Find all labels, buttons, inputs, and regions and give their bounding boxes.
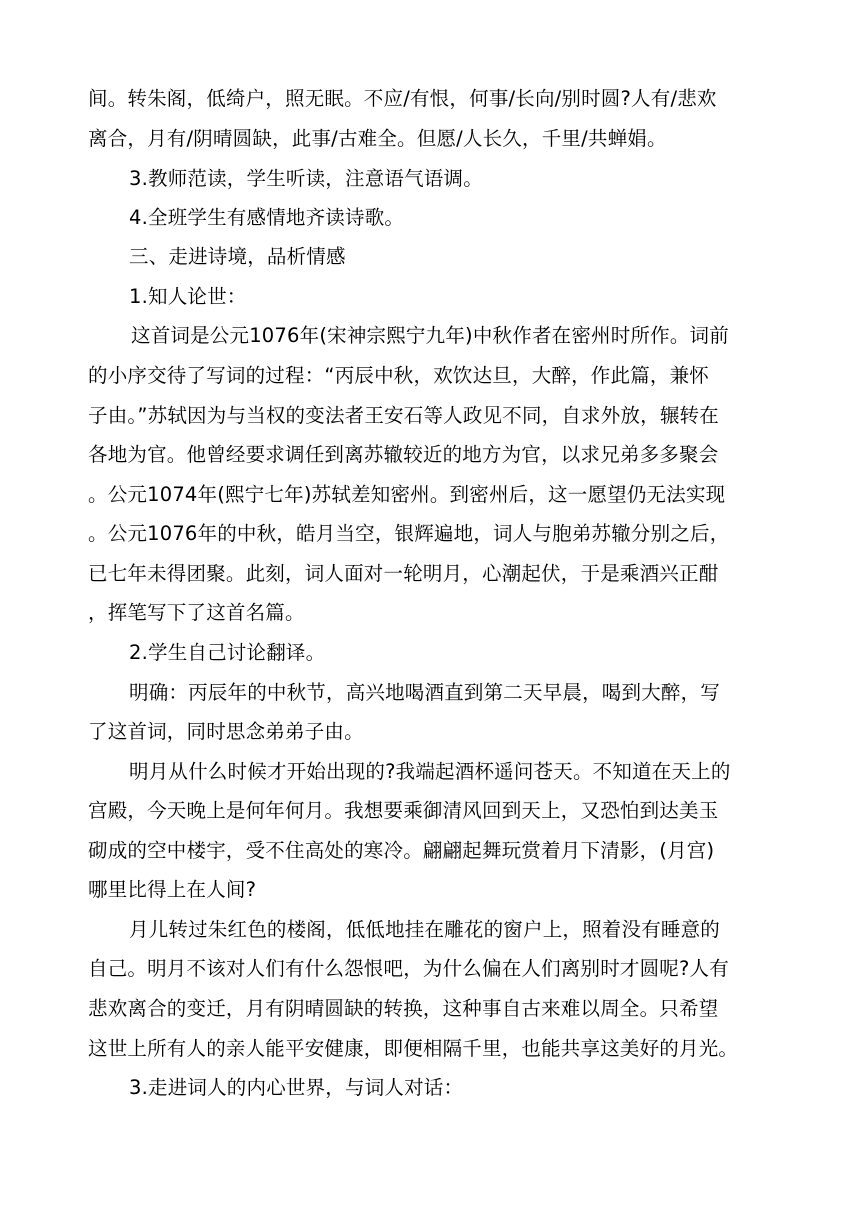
text-line: 明月从什么时候才开始出现的?我端起酒杯遥问苍天。不知道在天上的 <box>129 760 731 783</box>
text-line: 自己。明月不该对人们有什么怨恨吧，为什么偏在人们离别时才圆呢?人有 <box>88 957 729 980</box>
text-line: 。公元1074年(熙宁七年)苏轼差知密州。到密州后，这一愿望仍无法实现 <box>88 483 726 506</box>
text-line: 间。转朱阁，低绮户，照无眠。不应/有恨，何事/长向/别时圆?人有/悲欢 <box>88 87 717 110</box>
text-line: 子由。”苏轼因为与当权的变法者王安石等人政见不同，自求外放，辗转在 <box>88 404 719 427</box>
section-heading: 三、走进诗境，品析情感 <box>129 245 346 268</box>
text-line: 3.教师范读，学生听读，注意语气语调。 <box>129 167 483 190</box>
text-line: 了这首词，同时思念弟弟子由。 <box>88 720 364 743</box>
text-line: 2.学生自己讨论翻译。 <box>129 641 326 664</box>
text-line: 砌成的空中楼宇，受不住高处的寒冷。翩翩起舞玩赏着月下清影，(月宫) <box>88 839 715 862</box>
text-line: 月儿转过朱红色的楼阁，低低地挂在雕花的窗户上，照着没有睡意的 <box>129 918 721 941</box>
text-line: 离合，月有/阴晴圆缺，此事/古难全。但愿/人长久，千里/共蝉娟。 <box>88 127 667 150</box>
text-line: 悲欢离合的变迁，月有阴晴圆缺的转换，这种事自古来难以周全。只希望 <box>88 997 719 1020</box>
text-line: 已七年未得团聚。此刻，词人面对一轮明月，心潮起伏，于是乘酒兴正酣 <box>88 562 719 585</box>
text-line: 宫殿，今天晚上是何年何月。我想要乘御清风回到天上，又恐怕到达美玉 <box>88 799 719 822</box>
text-line: ，挥笔写下了这首名篇。 <box>88 601 305 624</box>
text-line: 各地为官。他曾经要求调任到离苏辙较近的地方为官，以求兄弟多多聚会 <box>88 443 719 466</box>
text-line: 这首词是公元1076年(宋神宗熙宁九年)中秋作者在密州时所作。词前 <box>131 324 729 347</box>
text-line: 这世上所有人的亲人能平安健康，即便相隔千里，也能共享这美好的月光。 <box>88 1037 739 1060</box>
text-line: 4.全班学生有感情地齐读诗歌。 <box>129 206 405 229</box>
text-line: 明确：丙辰年的中秋节，高兴地喝酒直到第二天早晨，喝到大醉，写 <box>129 681 721 704</box>
text-line: 哪里比得上在人间? <box>88 878 257 901</box>
text-line: 3.走进词人的内心世界，与词人对话： <box>129 1076 464 1099</box>
text-line: 1.知人论世： <box>129 285 247 308</box>
text-line: 。公元1076年的中秋，皓月当空，银辉遍地，词人与胞弟苏辙分别之后， <box>88 522 730 545</box>
text-line: 的小序交待了写词的过程：“丙辰中秋，欢饮达旦，大醉，作此篇，兼怀 <box>88 364 710 387</box>
